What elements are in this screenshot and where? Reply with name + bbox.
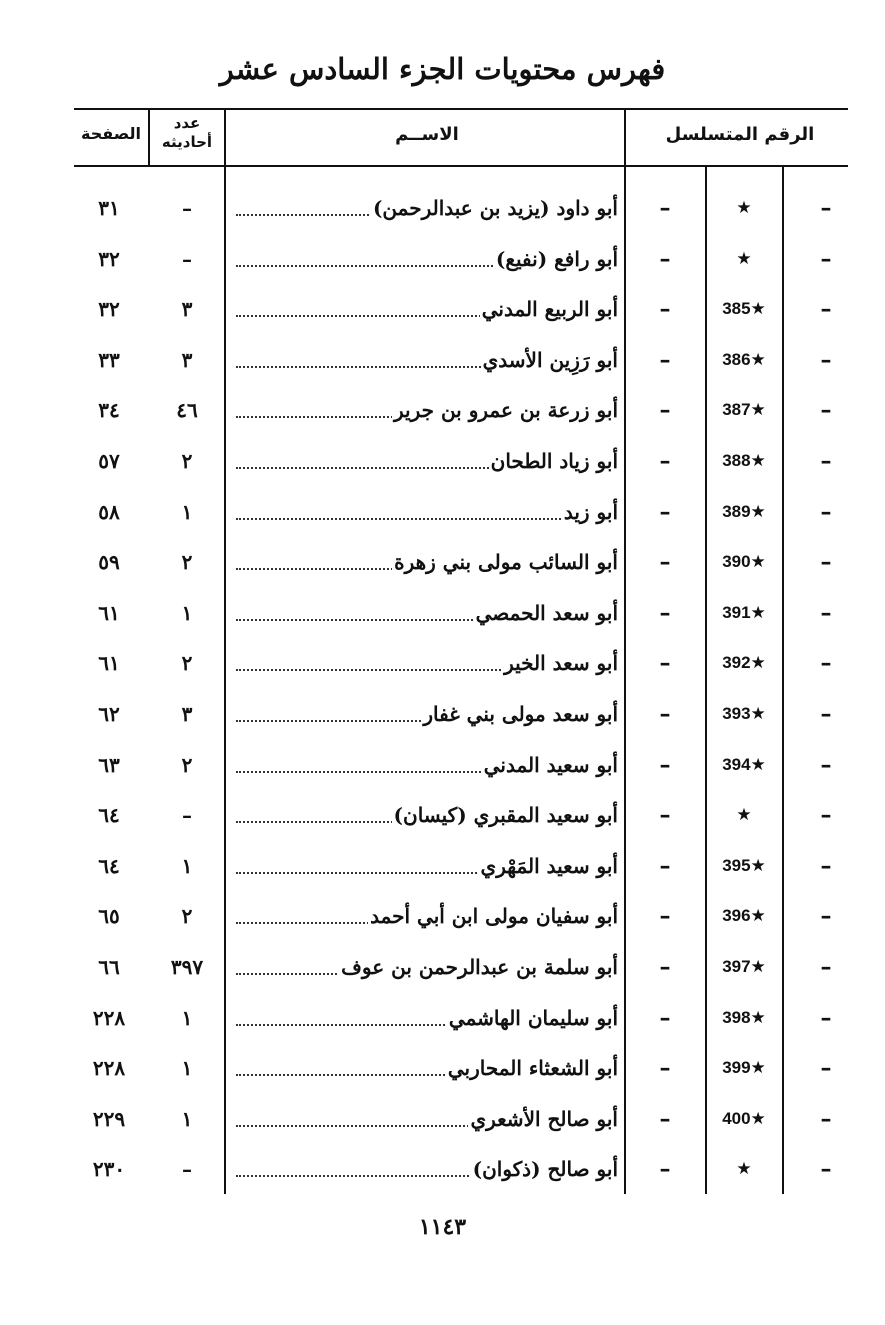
serial-dash-outer: – [820,954,832,980]
table-row [0,743,885,787]
serial-dash-inner: – [659,195,671,221]
narrator-name [236,591,618,635]
narrator-name-text: أبو الشعثاء المحاربي [447,1056,618,1081]
hadith-count: ٢ [181,904,193,929]
narrator-name-text: أبو داود (يزيد بن عبدالرحمن) [372,196,618,220]
narrator-name-text: أبو الربيع المدني [481,297,618,322]
page-ref: ٣٣ [98,347,120,372]
serial-number: 385★ [722,299,766,319]
serial-dash-outer: – [820,903,832,930]
narrator-name [236,287,618,331]
narrator-name [236,1046,618,1090]
page-ref: ٣٤ [98,398,120,423]
table-row [0,540,885,584]
serial-dash-inner: – [659,1105,671,1132]
hadith-count: – [182,196,192,220]
hadith-count: ٤٦ [176,398,198,423]
serial-number: 395★ [722,855,766,875]
table-row [0,1046,885,1090]
serial-number: 396★ [722,906,766,926]
header-page: الصفحة [80,124,141,143]
narrator-name-text: أبو رَزِين الأسدي [482,347,618,372]
page-number: ١١٤٣ [418,1214,467,1240]
serial-dash-outer: – [820,346,832,373]
serial-dash-outer: – [820,650,832,677]
dot-leader [236,518,616,520]
table-row [0,894,885,938]
narrator-name-text: أبو السائب مولى بني زهرة [394,550,618,575]
serial-dash-inner: – [659,903,671,930]
serial-dash-outer: – [820,498,832,525]
serial-number: 389★ [722,501,766,521]
page-ref: ٥٨ [98,499,120,524]
hadith-count: ١ [181,600,193,625]
hadith-count: ١ [181,499,193,524]
page-ref: ٦٣ [98,752,120,777]
narrator-name-text: أبو سعيد المقبري (كيسان) [393,803,618,828]
narrator-name [236,743,618,787]
serial-dash-inner: – [659,954,671,980]
serial-dash-inner: – [659,802,671,829]
narrator-name [236,692,618,736]
serial-number: 386★ [722,349,766,369]
table-row [0,945,885,989]
narrator-name [236,490,618,534]
narrator-name-text: أبو سلمة بن عبدالرحمن بن عوف [341,955,618,979]
serial-number: 399★ [722,1058,766,1078]
serial-dash-outer: – [820,852,832,879]
serial-number: ★ [736,1159,752,1179]
table-row [0,338,885,382]
serial-dash-inner: – [659,701,671,727]
serial-dash-outer: – [820,549,832,576]
narrator-name [236,338,618,382]
narrator-name [236,186,618,230]
table-row [0,237,885,281]
table-row [0,996,885,1040]
header-hadith-count: عدد أحاديثه [161,114,213,151]
serial-dash-outer: – [820,397,832,424]
narrator-name [236,237,618,281]
narrator-name-text: أبو رافع (نفيع) [495,246,618,271]
table-row [0,186,885,230]
hadith-count: ١ [181,853,193,878]
serial-dash-inner: – [659,1004,671,1031]
hadith-count: – [182,1157,192,1182]
header-serial: الرقم المتسلسل [665,124,815,145]
serial-dash-inner: – [659,599,671,626]
page-title: فهرس محتويات الجزء السادس عشر [219,52,666,86]
table-row [0,1147,885,1191]
table-row [0,591,885,635]
serial-number: 392★ [722,653,766,673]
serial-dash-outer: – [820,751,832,778]
hadith-count: ٢ [181,651,193,676]
serial-dash-outer: – [820,599,832,626]
hadith-count: ٣٩٧ [170,955,204,979]
page-ref: ٦٢ [98,702,120,726]
narrator-name-text: أبو سعد مولى بني غفار [423,702,618,726]
narrator-name [236,945,618,989]
header-name: الاســم [395,124,459,145]
narrator-name [236,641,618,685]
hadith-count: – [182,803,192,828]
narrator-name-text: أبو سعد الخير [504,651,618,676]
page-ref: ٥٩ [98,550,120,575]
serial-dash-inner: – [659,549,671,576]
narrator-name-text: أبو زرعة بن عمرو بن جرير [393,398,618,423]
page-ref: ٦٥ [98,904,120,929]
serial-dash-inner: – [659,245,671,272]
hadith-count: ٣ [181,297,193,322]
serial-number: 387★ [722,400,766,420]
page-ref: ٥٧ [98,449,120,473]
serial-dash-inner: – [659,852,671,879]
serial-dash-outer: – [820,245,832,272]
page-ref: ٦١ [98,651,120,676]
table-row [0,844,885,888]
serial-number: 391★ [722,602,766,622]
serial-dash-inner: – [659,296,671,323]
serial-dash-inner: – [659,650,671,677]
narrator-name-text: أبو زياد الطحان [490,449,618,473]
narrator-name [236,844,618,888]
serial-dash-outer: – [820,448,832,474]
hadith-count: ٢ [181,550,193,575]
narrator-name [236,793,618,837]
serial-dash-inner: – [659,448,671,474]
page-ref: ٢٢٨ [92,1005,126,1030]
serial-dash-inner: – [659,751,671,778]
serial-number: 390★ [722,552,766,572]
page-ref: ٣١ [98,196,120,220]
hadith-count: ٣ [181,702,193,726]
narrator-name [236,540,618,584]
hadith-count: ٢ [181,449,193,473]
hadith-count: ١ [181,1106,193,1131]
narrator-name-text: أبو سعيد المَهْري [480,853,618,878]
serial-dash-outer: – [820,296,832,323]
narrator-name-text: أبو سفيان مولى ابن أبي أحمد [370,904,618,929]
narrator-name [236,894,618,938]
serial-dash-inner: – [659,397,671,424]
serial-number: 388★ [722,451,766,470]
page-ref: ٦٤ [98,803,120,828]
table-row [0,287,885,331]
serial-dash-outer: – [820,802,832,829]
table-row [0,641,885,685]
table-row [0,1097,885,1141]
serial-dash-outer: – [820,195,832,221]
serial-number: ★ [736,248,752,268]
serial-dash-outer: – [820,1105,832,1132]
serial-dash-inner: – [659,346,671,373]
hadith-count: ٢ [181,752,193,777]
page-ref: ٦٤ [98,853,120,878]
serial-dash-inner: – [659,1156,671,1183]
serial-dash-inner: – [659,498,671,525]
narrator-name [236,388,618,432]
narrator-name [236,996,618,1040]
page-ref: ٦٦ [98,955,120,979]
hadith-count: ٣ [181,347,193,372]
hadith-count: ١ [181,1056,193,1081]
serial-number: 394★ [722,754,766,774]
serial-dash-outer: – [820,1055,832,1082]
hadith-count: ١ [181,1005,193,1030]
narrator-name [236,439,618,483]
table-row [0,793,885,837]
serial-dash-outer: – [820,1156,832,1183]
serial-dash-inner: – [659,1055,671,1082]
serial-number: 398★ [722,1007,766,1027]
table-row [0,490,885,534]
table-row [0,439,885,483]
narrator-name [236,1097,618,1141]
page-ref: ٢٢٨ [92,1056,126,1081]
page-ref: ٦١ [98,600,120,625]
page-ref: ٣٢ [98,246,120,271]
table-row [0,692,885,736]
serial-number: 397★ [722,957,766,976]
hadith-count: – [182,246,192,271]
narrator-name-text: أبو سليمان الهاشمي [448,1005,618,1030]
serial-dash-outer: – [820,1004,832,1031]
serial-number: 400★ [722,1108,766,1128]
serial-number: ★ [736,198,752,217]
serial-dash-outer: – [820,701,832,727]
narrator-name-text: أبو سعد الحمصي [475,600,618,625]
narrator-name-text: أبو صالح الأشعري [470,1106,618,1131]
page-ref: ٢٢٩ [92,1106,126,1131]
narrator-name-text: أبو صالح (ذكوان) [472,1157,618,1182]
narrator-name [236,1147,618,1191]
narrator-name-text: أبو سعيد المدني [483,752,618,777]
table-row [0,388,885,432]
narrator-name-text: أبو زيد [563,499,618,524]
page-ref: ٢٣٠ [92,1157,126,1182]
serial-number: 393★ [722,704,766,723]
page-ref: ٣٢ [98,297,120,322]
serial-number: ★ [736,805,752,825]
